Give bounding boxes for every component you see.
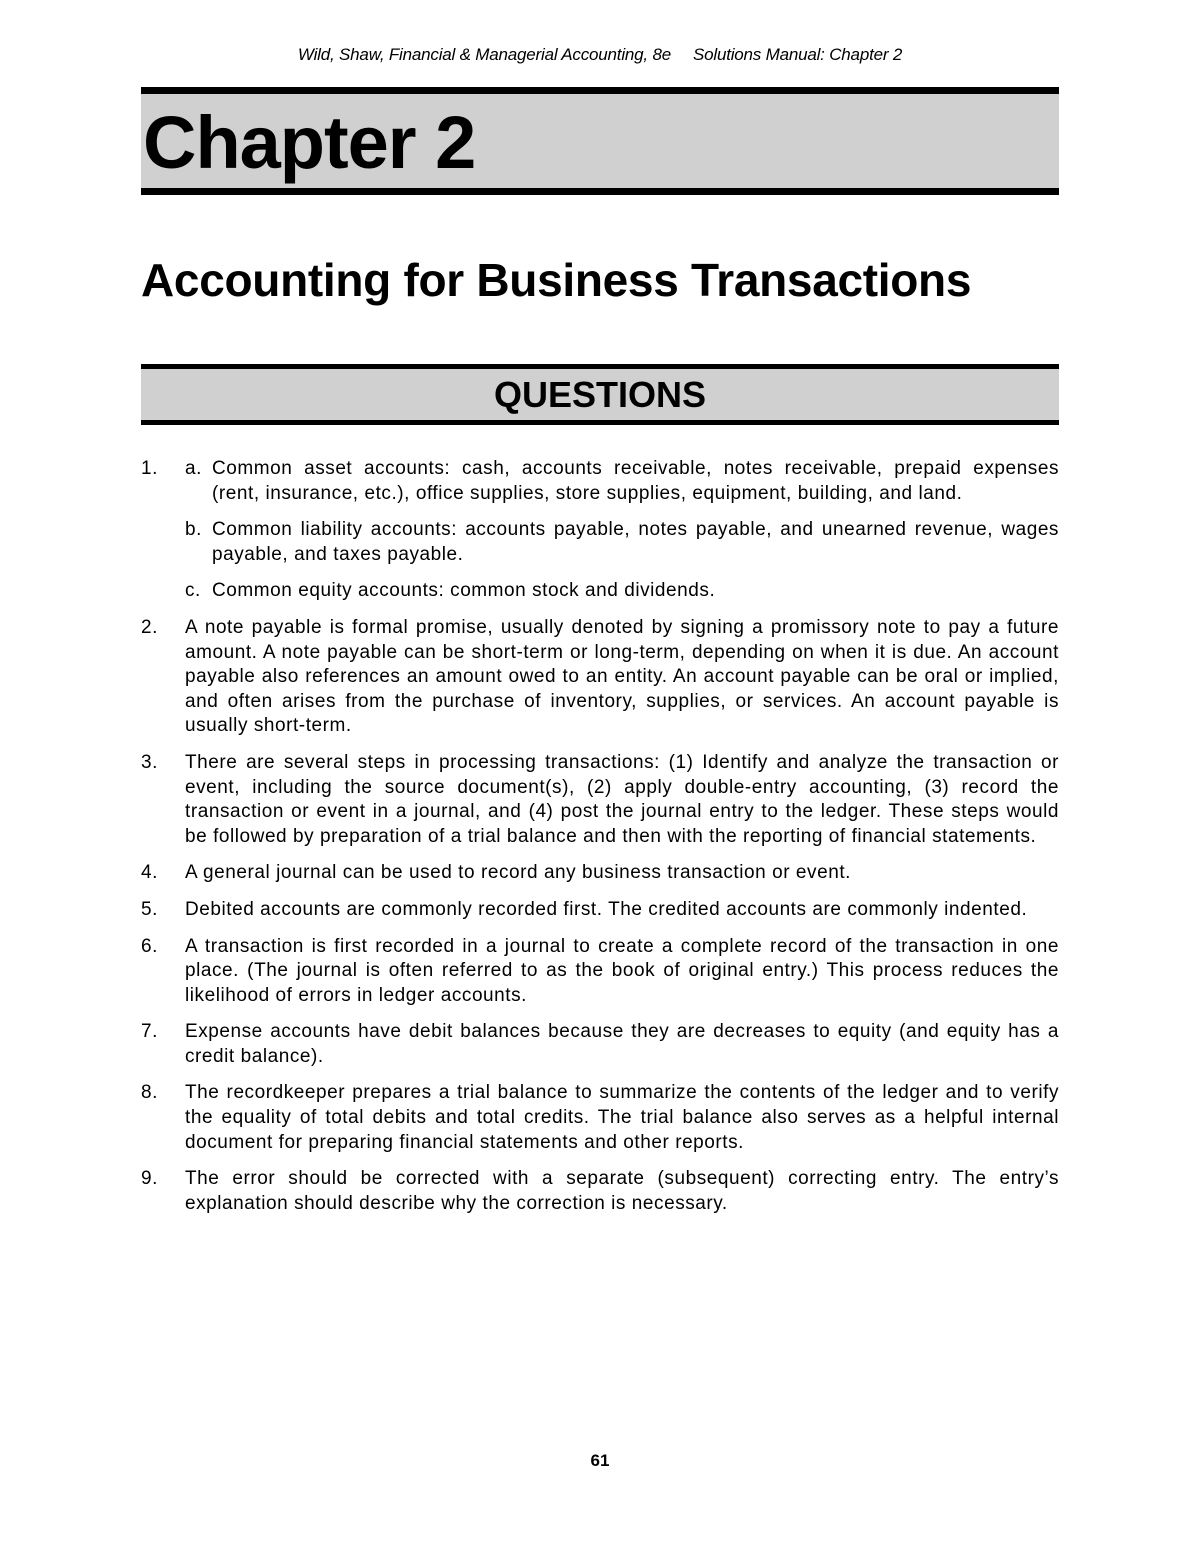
question-number: 8.	[141, 1082, 158, 1104]
subitem-text: Common asset accounts: cash, accounts receivable, notes receivable, prepaid expenses (rent, insurance, etc.), office supplies, store supplies, equipment, building, and land.	[212, 458, 1059, 504]
question-item	[141, 1167, 1059, 1216]
question-text: The recordkeeper prepares a trial balance to summarize the contents of the ledger and to verify the equality of total debits and total credits. The trial balance also serves as a helpful internal document for preparing financial statements and other reports.	[185, 1082, 1059, 1153]
question-item	[141, 898, 1059, 923]
question-text: Debited accounts are commonly recorded first. The credited accounts are commonly indented.	[185, 898, 1028, 920]
question-text: There are several steps in processing transactions: (1) Identify and analyze the transaction or event, including the source document(s), (2) apply double-entry accounting, (3) record the transaction or event in a journal, and (4) post the journal entry to the ledger. These steps would be followed by preparation of a trial balance and then with the reporting of financial statements.	[185, 751, 1059, 847]
running-header-book: Wild, Shaw, Financial & Managerial Accounting, 8e	[297, 45, 671, 64]
section-banner	[141, 364, 1059, 425]
question-item	[141, 616, 1059, 739]
subitem-label: a.	[185, 458, 202, 479]
subitem-text: Common equity accounts: common stock and dividends.	[212, 580, 716, 602]
question-number: 7.	[141, 1021, 158, 1043]
question-subitem	[185, 579, 1059, 604]
subitem-text: Common liability accounts: accounts payable, notes payable, and unearned revenue, wages payable, and taxes payable.	[212, 519, 1059, 565]
question-item	[141, 457, 1059, 604]
question-number: 5.	[141, 898, 158, 920]
question-item	[141, 861, 1059, 886]
questions-list	[141, 457, 1059, 1228]
question-number: 4.	[141, 862, 158, 884]
question-number: 6.	[141, 935, 158, 957]
question-subitem	[185, 457, 1059, 506]
chapter-banner	[141, 87, 1059, 195]
question-item	[141, 751, 1059, 849]
question-text: Expense accounts have debit balances because they are decreases to equity (and equity has a credit balance).	[185, 1021, 1059, 1067]
question-number: 3.	[141, 751, 158, 773]
page-number: 61	[590, 1451, 610, 1470]
question-item	[141, 1020, 1059, 1069]
subitem-label: b.	[185, 519, 202, 541]
question-text: A general journal can be used to record any business transaction or event.	[185, 862, 851, 884]
question-text: A note payable is formal promise, usually denoted by signing a promissory note to pay a future amount. A note payable can be short-term or long-term, depending on when it is due. An account payable also references an amount owed to an entity. An account payable can be oral or implied, and often arises from the purchase of inventory, supplies, or services. An account payable is usually short-term.	[185, 616, 1059, 737]
chapter-title: Chapter 2	[143, 101, 476, 184]
question-text: A transaction is first recorded in a journal to create a complete record of the transaction in one place. (The journal is often referred to as the book of original entry.) This process reduces the likelihood of errors in ledger accounts.	[185, 935, 1059, 1006]
question-item	[141, 935, 1059, 1009]
running-header	[0, 45, 1200, 65]
question-number: 1.	[141, 458, 158, 479]
question-text: The error should be corrected with a separate (subsequent) correcting entry. The entry’s explanation should describe why the correction is necessary.	[185, 1168, 1059, 1214]
chapter-subtitle: Accounting for Business Transactions	[141, 254, 972, 306]
question-item	[141, 1081, 1059, 1155]
question-number: 2.	[141, 616, 158, 638]
subitem-label: c.	[185, 580, 201, 602]
question-subitem	[185, 518, 1059, 567]
section-title: QUESTIONS	[493, 374, 707, 415]
question-number: 9.	[141, 1168, 158, 1190]
running-header-manual: Solutions Manual: Chapter 2	[692, 45, 903, 64]
